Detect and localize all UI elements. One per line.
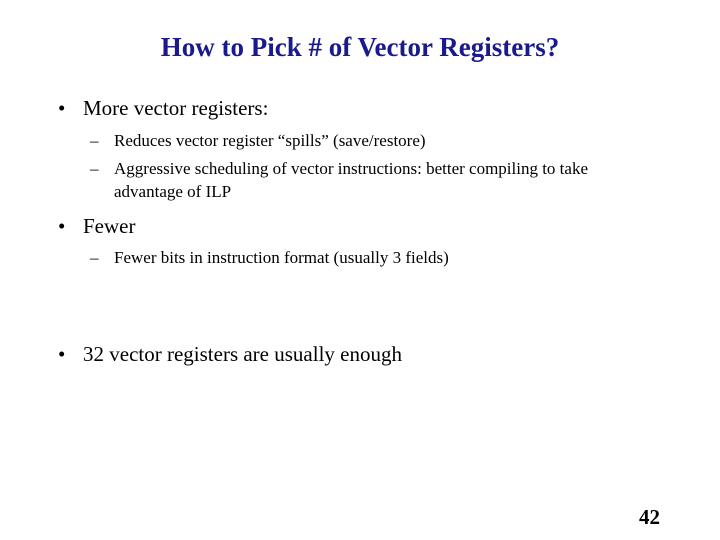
dash-marker: –	[90, 159, 99, 178]
sub-bullet-scheduling	[90, 157, 650, 203]
slide-title: How to Pick # of Vector Registers?	[160, 32, 560, 62]
bullet-marker: •	[58, 214, 66, 238]
bullet-marker: •	[58, 342, 66, 366]
bullet-text: 32 vector registers are usually enough	[83, 342, 402, 366]
bullet-more-registers	[58, 96, 268, 120]
sub-bullet-text: Reduces vector register “spills” (save/restore)	[114, 131, 426, 150]
page-number: 42	[639, 505, 660, 529]
bullet-marker: •	[58, 96, 66, 120]
bullet-text: Fewer	[83, 214, 136, 238]
sub-bullet-text: Aggressive scheduling of vector instructions: better compiling to take advantage of ILP	[114, 159, 588, 201]
sub-bullet-text: Fewer bits in instruction format (usually 3 fields)	[114, 248, 449, 267]
bullet-text: More vector registers:	[83, 96, 269, 120]
dash-marker: –	[90, 131, 99, 150]
sub-bullet-spills	[90, 129, 650, 152]
bullet-32-registers	[58, 342, 402, 366]
dash-marker: –	[90, 248, 99, 267]
sub-bullet-fewer-bits	[90, 246, 650, 269]
bullet-fewer	[58, 214, 135, 238]
